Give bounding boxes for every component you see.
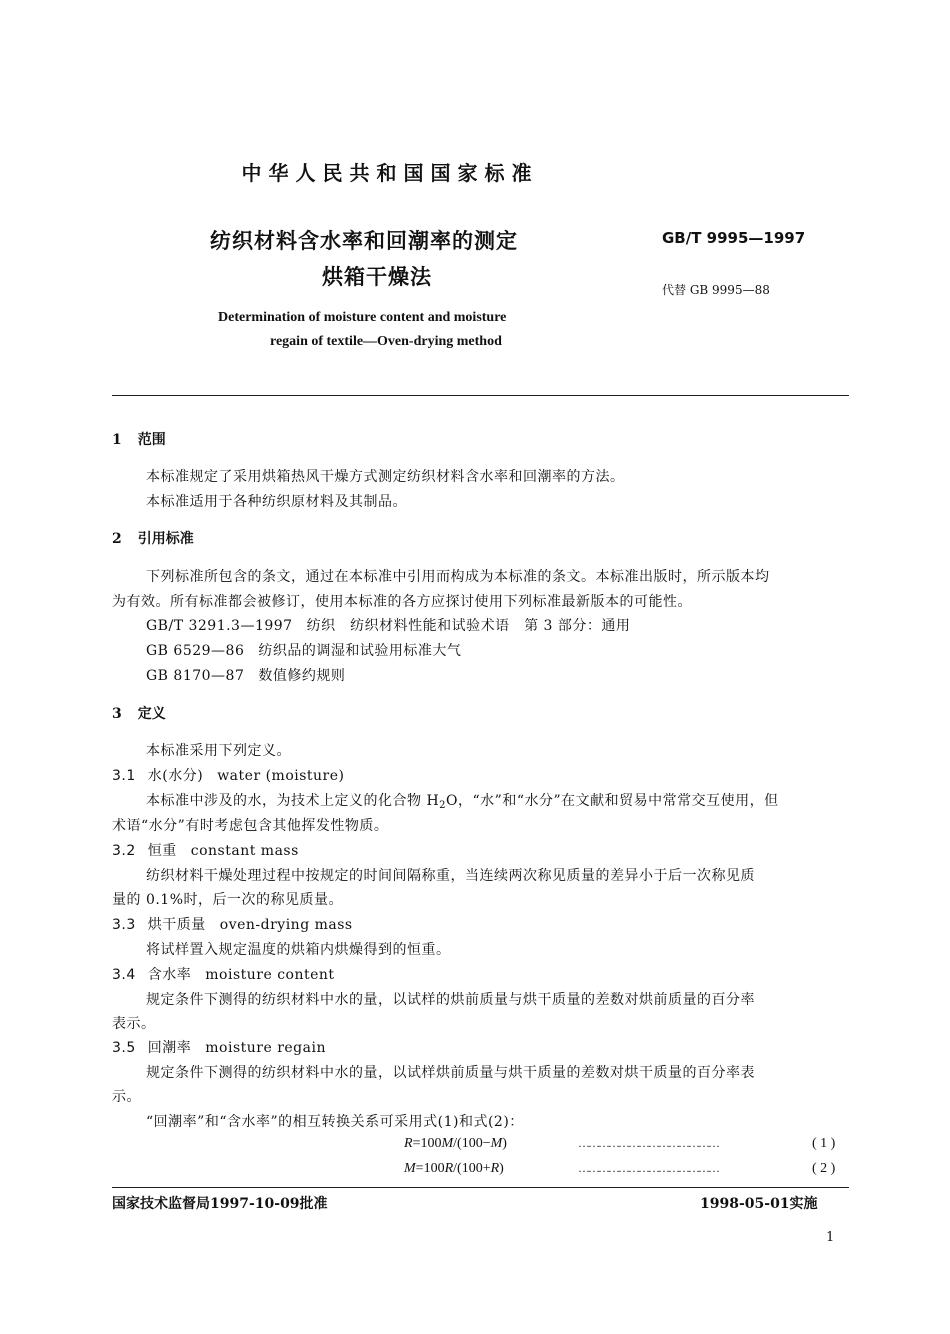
- formula-text: =100: [412, 1136, 442, 1151]
- subscript: 2: [439, 800, 447, 811]
- definition-3-4-line-1: 规定条件下测得的纺织材料中水的量，以试样的烘前质量与烘干质量的差数对烘前质量的百分率: [146, 992, 755, 1008]
- definition-3-5-line-2: 示。: [112, 1089, 141, 1105]
- section-3-heading: [112, 703, 166, 723]
- formula-text: ): [499, 1161, 504, 1176]
- formula-var: R: [444, 1161, 454, 1176]
- definition-term: 回潮率: [147, 1040, 192, 1056]
- definition-term: 水(水分): [147, 768, 204, 784]
- section-number: 2: [112, 531, 122, 547]
- effective-date: 1998-05-01实施: [700, 1196, 818, 1212]
- definition-3-3-line-1: 将试样置入规定温度的烘箱内烘燥得到的恒重。: [146, 942, 451, 958]
- definition-3-1-heading: [112, 765, 345, 785]
- reference-code: GB/T 3291.3—1997: [146, 618, 293, 634]
- page-number: 1: [826, 1230, 835, 1245]
- definition-number: 3.5: [112, 1040, 136, 1056]
- national-standard-heading: 中华人民共和国国家标准: [241, 161, 539, 185]
- section-1-heading: [112, 429, 166, 449]
- definition-term: 烘干质量: [147, 917, 206, 933]
- section-2-para-line-1: 下列标准所包含的条文，通过在本标准中引用而构成为本标准的条文。本标准出版时，所示版本均: [146, 569, 770, 585]
- formula-2-leader: ……………………………………: [578, 1161, 718, 1175]
- definition-3-1-line-1: [146, 790, 779, 811]
- formula-text: /(100−: [453, 1136, 491, 1151]
- formula-2-number: ( 2 ): [812, 1161, 836, 1176]
- section-number: 3: [112, 706, 122, 722]
- footer-divider: [112, 1187, 849, 1188]
- reference-title: 数值修约规则: [258, 668, 346, 684]
- formula-var: M: [441, 1136, 454, 1151]
- title-en-line1: Determination of moisture content and moisture: [218, 310, 507, 325]
- formula-1-leader: ……………………………………: [578, 1136, 718, 1150]
- title-cn-line1: 纺织材料含水率和回潮率的测定: [210, 228, 518, 253]
- definition-number: 3.3: [112, 917, 136, 933]
- definition-number: 3.4: [112, 967, 136, 983]
- formula-1: [404, 1136, 507, 1152]
- definition-3-2-line-1: 纺织材料干燥处理过程中按规定的时间间隔称重，当连续两次称见质量的差异小于后一次称见质: [146, 868, 755, 884]
- definition-3-2-heading: [112, 840, 299, 860]
- definition-3-5-heading: [112, 1037, 326, 1057]
- definition-number: 3.2: [112, 843, 136, 859]
- formula-var: M: [490, 1136, 503, 1151]
- section-3-intro: 本标准采用下列定义。: [146, 743, 291, 759]
- formula-1-number: ( 1 ): [812, 1136, 836, 1151]
- definition-text: O，“水”和“水分”在文献和贸易中常常交互使用，但: [446, 793, 779, 809]
- reference-title: 纺织 纺织材料性能和试验术语 第 3 部分：通用: [306, 618, 631, 634]
- definition-term: 恒重: [147, 843, 177, 859]
- section-2-heading: [112, 528, 194, 548]
- formula-var: R: [490, 1161, 500, 1176]
- replaces-note: 代替 GB 9995—88: [662, 283, 770, 297]
- section-1-para-2: 本标准适用于各种纺织原材料及其制品。: [146, 494, 407, 510]
- reference-code: GB 6529—86: [146, 643, 245, 659]
- title-cn-line2: 烘箱干燥法: [322, 264, 432, 289]
- reference-title: 纺织品的调湿和试验用标准大气: [258, 643, 462, 659]
- definition-term-en: constant mass: [190, 843, 299, 859]
- definition-term-en: oven-drying mass: [219, 917, 353, 933]
- approval-date: 国家技术监督局1997-10-09批准: [112, 1196, 328, 1212]
- formula-text: =100: [415, 1161, 445, 1176]
- reference-item: [146, 640, 461, 660]
- reference-code: GB 8170—87: [146, 668, 245, 684]
- reference-item: [146, 615, 630, 635]
- section-1-para-1: 本标准规定了采用烘箱热风干燥方式测定纺织材料含水率和回潮率的方法。: [146, 469, 625, 485]
- definition-3-5-line-1: 规定条件下测得的纺织材料中水的量，以试样烘前质量与烘干质量的差数对烘干质量的百分率表: [146, 1065, 755, 1081]
- definition-3-2-line-2: 量的 0.1%时，后一次的称见质量。: [112, 892, 344, 908]
- formula-intro: “回潮率”和“含水率”的相互转换关系可采用式(1)和式(2)：: [146, 1114, 524, 1130]
- definition-text: 本标准中涉及的水，为技术上定义的化合物 H: [146, 793, 440, 809]
- definition-3-4-line-2: 表示。: [112, 1016, 156, 1032]
- section-2-para-line-2: 为有效。所有标准都会被修订，使用本标准的各方应探讨使用下列标准最新版本的可能性。: [112, 594, 692, 610]
- formula-text: /(100+: [453, 1161, 491, 1176]
- definition-3-4-heading: [112, 964, 335, 984]
- reference-item: [146, 665, 345, 685]
- section-title: 定义: [137, 706, 166, 722]
- section-number: 1: [112, 432, 122, 448]
- definition-3-3-heading: [112, 914, 353, 934]
- formula-2: [404, 1161, 504, 1177]
- definition-number: 3.1: [112, 768, 136, 784]
- header-divider: [112, 395, 849, 396]
- title-en-line2: regain of textile—Oven-drying method: [270, 334, 502, 349]
- standard-code: GB/T 9995—1997: [662, 229, 806, 247]
- formula-var: M: [404, 1161, 416, 1176]
- section-title: 范围: [137, 432, 166, 448]
- definition-term: 含水率: [147, 967, 192, 983]
- definition-term-en: moisture regain: [205, 1040, 326, 1056]
- formula-text: ): [502, 1136, 507, 1151]
- definition-term-en: moisture content: [205, 967, 335, 983]
- definition-3-1-line-2: 术语“水分”有时考虑包含其他挥发性物质。: [112, 818, 389, 834]
- formula-var: R: [404, 1136, 413, 1151]
- definition-term-en: water (moisture): [217, 768, 345, 784]
- section-title: 引用标准: [137, 531, 194, 547]
